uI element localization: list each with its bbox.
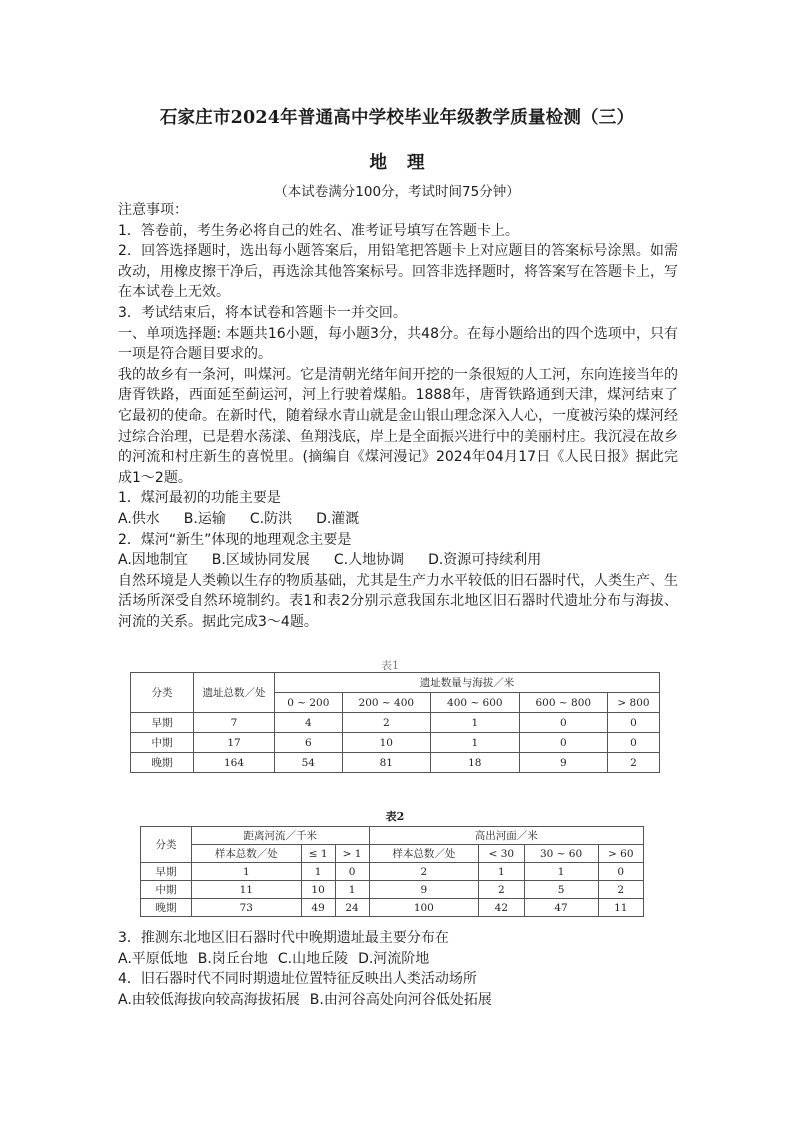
table-header: 600 ~ 800 (519, 693, 607, 713)
table-cell: 6 (275, 733, 343, 753)
table-cell: 17 (194, 733, 275, 753)
option-c[interactable]: C.山地丘陵 (277, 950, 349, 967)
table-cell: 7 (194, 713, 275, 733)
option-b[interactable]: B.区域协同发展 (211, 552, 310, 569)
option-a[interactable]: A.由较低海拔向较高海拔拓展 (118, 991, 300, 1008)
table-header: 遗址总数／处 (194, 673, 275, 713)
option-a[interactable]: A.供水 (118, 510, 160, 527)
table-header: ≤ 1 (301, 845, 335, 863)
option-d[interactable]: D.资源可持续利用 (428, 552, 542, 569)
table-1 (130, 672, 660, 773)
table-header: > 800 (608, 693, 660, 713)
question-2-options (118, 550, 678, 571)
table-cell: 10 (342, 733, 430, 753)
table-cell: 1 (431, 713, 519, 733)
table-cell: 早期 (141, 863, 192, 881)
table-cell: 47 (524, 899, 598, 917)
table-cell: 1 (335, 881, 369, 899)
option-c[interactable]: C.人地协调 (333, 552, 405, 569)
table-row (141, 899, 644, 917)
table-cell: 49 (301, 899, 335, 917)
question-1-options (118, 509, 678, 530)
table-cell: 9 (369, 881, 479, 899)
table-cell: 0 (519, 713, 607, 733)
table-cell: 11 (598, 899, 643, 917)
table-row (141, 881, 644, 899)
table-cell: 42 (479, 899, 524, 917)
table-cell: 0 (608, 713, 660, 733)
option-d[interactable]: D.灌溉 (316, 510, 360, 527)
table-cell: 中期 (141, 881, 192, 899)
question-2-stem: 2．煤河“新生”体现的地理观念主要是 (118, 531, 352, 548)
option-d[interactable]: D.河流阶地 (358, 950, 430, 967)
question-4-stem: 4．旧石器时代不同时期遗址位置特征反映出人类活动场所 (118, 971, 477, 988)
table-cell: 10 (301, 881, 335, 899)
note-item: 2．回答选择题时，选出每小题答案后，用铅笔把答题卡上对应题目的答案标号涂黑。如需改动，用橡皮擦干净后，再选涂其他答案标号。回答非选择题时，将答案写在答题卡上，写在本试卷上无效。 (118, 243, 678, 301)
table-header: > 60 (598, 845, 643, 863)
table-header: > 1 (335, 845, 369, 863)
table-header: 30 ~ 60 (524, 845, 598, 863)
exam-title: 石家庄市2024年普通高中学校毕业年级教学质量检测（三） (159, 108, 635, 128)
note-item: 3．考试结束后，将本试卷和答题卡一并交回。 (118, 304, 407, 321)
table-row (131, 713, 660, 733)
table-cell: 100 (369, 899, 479, 917)
table-cell: 0 (335, 863, 369, 881)
table-header: 0 ~ 200 (275, 693, 343, 713)
table-header: 分类 (131, 673, 194, 713)
table-header: 400 ~ 600 (431, 693, 519, 713)
table-cell: 0 (608, 733, 660, 753)
table-cell: 11 (192, 881, 302, 899)
table-cell: 2 (342, 713, 430, 733)
table-cell: 晚期 (131, 753, 194, 773)
note-item: 1．答卷前，考生务必将自己的姓名、准考证号填写在答题卡上。 (118, 222, 519, 239)
table-row (131, 733, 660, 753)
section-intro: 一、单项选择题: 本题共16小题，每小题3分，共48分。在每小题给出的四个选项中，只有一项是符合题目要求的。 (118, 325, 678, 363)
table-row (141, 863, 644, 881)
table-header: 200 ~ 400 (342, 693, 430, 713)
question-1-stem: 1．煤河最初的功能主要是 (118, 490, 281, 507)
table-cell: 73 (192, 899, 302, 917)
question-3-options (118, 949, 678, 970)
table-cell: 24 (335, 899, 369, 917)
table-cell: 0 (598, 863, 643, 881)
table-header: 距离河流／千米 (192, 827, 370, 845)
subject-heading: 地理 (369, 153, 445, 173)
table-header: < 30 (479, 845, 524, 863)
table-cell: 81 (342, 753, 430, 773)
table-cell: 1 (192, 863, 302, 881)
table-cell: 9 (519, 753, 607, 773)
table-cell: 早期 (131, 713, 194, 733)
option-b[interactable]: B.运输 (183, 510, 226, 527)
table-header: 遗址数量与海拔／米 (275, 673, 660, 693)
table-header: 样本总数／处 (192, 845, 302, 863)
table-cell: 晚期 (141, 899, 192, 917)
passage-2: 自然环境是人类赖以生存的物质基础，尤其是生产力水平较低的旧石器时代，人类生产、生活场所深受自然环境制约。表1和表2分别示意我国东北地区旧石器时代遗址分布与海拔、河流的关系。据此完成3～4题。 (118, 572, 678, 630)
option-b[interactable]: B.岗丘台地 (197, 950, 268, 967)
table-header: 高出河面／米 (369, 827, 643, 845)
table-cell: 0 (519, 733, 607, 753)
table-2-caption: 表2 (385, 810, 405, 823)
table-cell: 1 (524, 863, 598, 881)
notes-heading: 注意事项： (118, 202, 188, 218)
questions-3-4 (118, 928, 678, 1010)
table-cell: 5 (524, 881, 598, 899)
table-cell: 2 (369, 863, 479, 881)
table-cell: 中期 (131, 733, 194, 753)
option-a[interactable]: A.平原低地 (118, 950, 188, 967)
table-cell: 1 (301, 863, 335, 881)
table-cell: 18 (431, 753, 519, 773)
table-2 (140, 826, 644, 917)
table-cell: 1 (431, 733, 519, 753)
table-cell: 2 (598, 881, 643, 899)
table-header: 分类 (141, 827, 192, 863)
option-c[interactable]: C.防洪 (249, 510, 293, 527)
table-cell: 4 (275, 713, 343, 733)
table-cell: 164 (194, 753, 275, 773)
exam-meta: （本试卷满分100分，考试时间75分钟） (274, 184, 520, 200)
table-cell: 2 (479, 881, 524, 899)
table-1-caption: 表1 (381, 659, 399, 672)
table-header: 样本总数／处 (369, 845, 479, 863)
table-cell: 2 (608, 753, 660, 773)
option-a[interactable]: A.因地制宜 (118, 552, 188, 569)
question-4-options (118, 990, 678, 1011)
table-row (131, 753, 660, 773)
option-b[interactable]: B.由河谷高处向河谷低处拓展 (309, 991, 492, 1008)
question-3-stem: 3．推测东北地区旧石器时代中晚期遗址最主要分布在 (118, 930, 449, 946)
instructions-block (118, 200, 678, 632)
table-cell: 1 (479, 863, 524, 881)
passage-1: 我的故乡有一条河，叫煤河。它是清朝光绪年间开挖的一条很短的人工河，东向连接当年的唐胥铁路，西面延至蓟运河，河上行驶着煤船。1888年，唐胥铁路通到天津，煤河结束了它最初的使命。在新时代，随着绿水青山就是金山银山理念深入人心，一度被污染的煤河经过综合治理，已是碧水荡漾、鱼翔浅底，岸上是全面振兴进行中的美丽村庄。我沉浸在故乡的河流和村庄新生的喜悦里。(摘编自《煤河漫记》2024年04月17日《人民日报》据此完成1～2题。 (118, 366, 678, 486)
table-cell: 54 (275, 753, 343, 773)
